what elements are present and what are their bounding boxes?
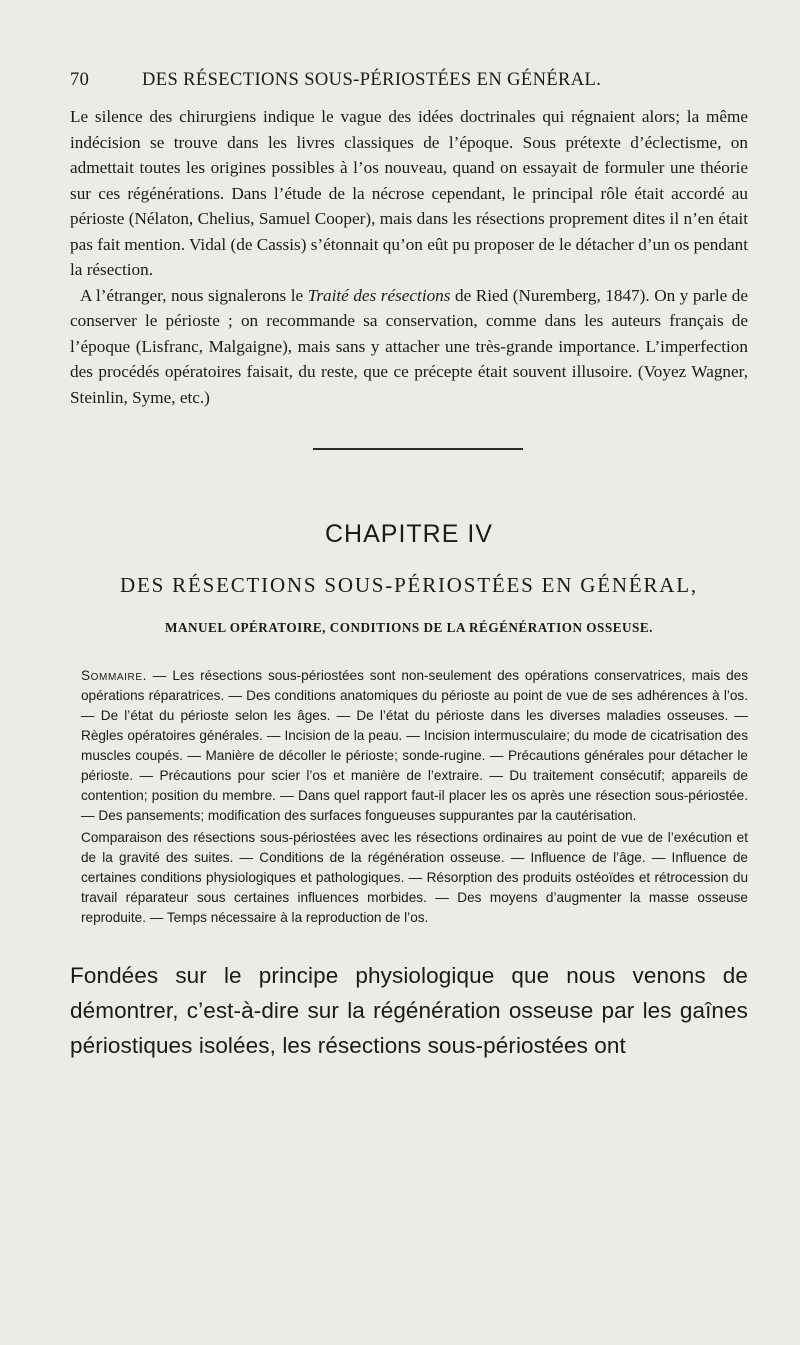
page-number: 70: [70, 70, 90, 90]
body-text: [58, 104, 748, 410]
body-paragraph-1: Le silence des chirurgiens indique le vague des idées doctrinales qui régnaient alors; la même indécision se trouve dans les livres classiques de l’époque. Sous prétexte d’éclectisme, on admettait toutes les origines possibles à l’os nouveau, quand on essayait de formuler une théorie sur ces régénérations. Dans l’étude de la nécrose cependant, le principal rôle était accordé au périoste (Nélaton, Chelius, Samuel Cooper), mais dans les résections proprement dites il n’en était pas fait mention. Vidal (de Cassis) s’étonnait qu’on eût pu proposer de le détacher d’un os pendant la résection.: [70, 107, 748, 279]
running-header-title: DES RÉSECTIONS SOUS-PÉRIOSTÉES EN GÉNÉRAL.: [142, 70, 602, 90]
summary-paragraph-2: Comparaison des résections sous-périostées avec les résections ordinaires au point de vue de l’exécution et de la gravité des suites. — Conditions de la régénération osseuse. — Influence de l’âge. — Influence de certaines conditions physiologiques et pathologiques. — Résorption des produits ostéoïdes et rétrocession du travail réparateur sous certaines influences morbides. — Des moyens d’augmenter la masse osseuse reproduite. — Temps nécessaire à la reproduction de l’os.: [81, 830, 748, 925]
summary-label: Sommaire.: [81, 668, 148, 683]
chapter-opening-text: Fondées sur le principe physiologique que nous venons de démontrer, c’est-à-dire sur la régénération osseuse par les gaînes périostiques isolées, les résections sous-périostées ont: [70, 963, 748, 1058]
body-paragraph-2: [70, 283, 748, 411]
book-title-italic: Traité des résections: [307, 285, 451, 305]
chapter-subtitle: DES RÉSECTIONS SOUS-PÉRIOSTÉES EN GÉNÉRAL,: [120, 573, 698, 597]
running-header: [70, 60, 748, 100]
section-divider: [313, 448, 523, 450]
summary-text-1: — Les résections sous-périostées sont non-seulement des opérations conservatrices, mais des opérations réparatrices. — Des conditions anatomiques du périoste au point de vue de ses adhérences à l’os. — De l’état du périoste selon les âges. — De l’état du périoste dans les diverses maladies osseuses. — Règles opératoires générales. — Incision de la peau. — Incision intermusculaire; du mode de cicatrisation des muscles coupés. — Manière de décoller le périoste; sonde-rugine. — Précautions générales pour détacher le périoste. — Précautions pour scier l’os et manière de l’extraire. — Du traitement consécutif; appareils de contention; position du membre. — Dans quel rapport faut-il placer les os après une résection sous-périostée. — Des pansements; modification des surfaces fongueuses suppurantes par la cautérisation.: [81, 668, 748, 823]
summary-paragraph-1: [81, 666, 748, 826]
body-paragraph-2-end: de Ried (Nuremberg, 1847). On y parle de conserver le périoste ; on recommande sa conservation, comme dans les auteurs français de l’époque (Lisfranc, Malgaigne), mais sans y attacher une très-grande importance. L’imperfection des procédés opératoires faisait, du reste, que ce précepte était souvent illusoire. (Voyez Wagner, Steinlin, Syme, etc.): [70, 285, 748, 407]
chapter-summary: [58, 666, 748, 928]
chapter-title: CHAPITRE IV: [325, 520, 493, 548]
chapter-subheading: MANUEL OPÉRATOIRE, CONDITIONS DE LA RÉGÉNÉRATION OSSEUSE.: [165, 620, 653, 635]
body-paragraph-2-start: A l’étranger, nous signalerons le: [80, 285, 308, 305]
